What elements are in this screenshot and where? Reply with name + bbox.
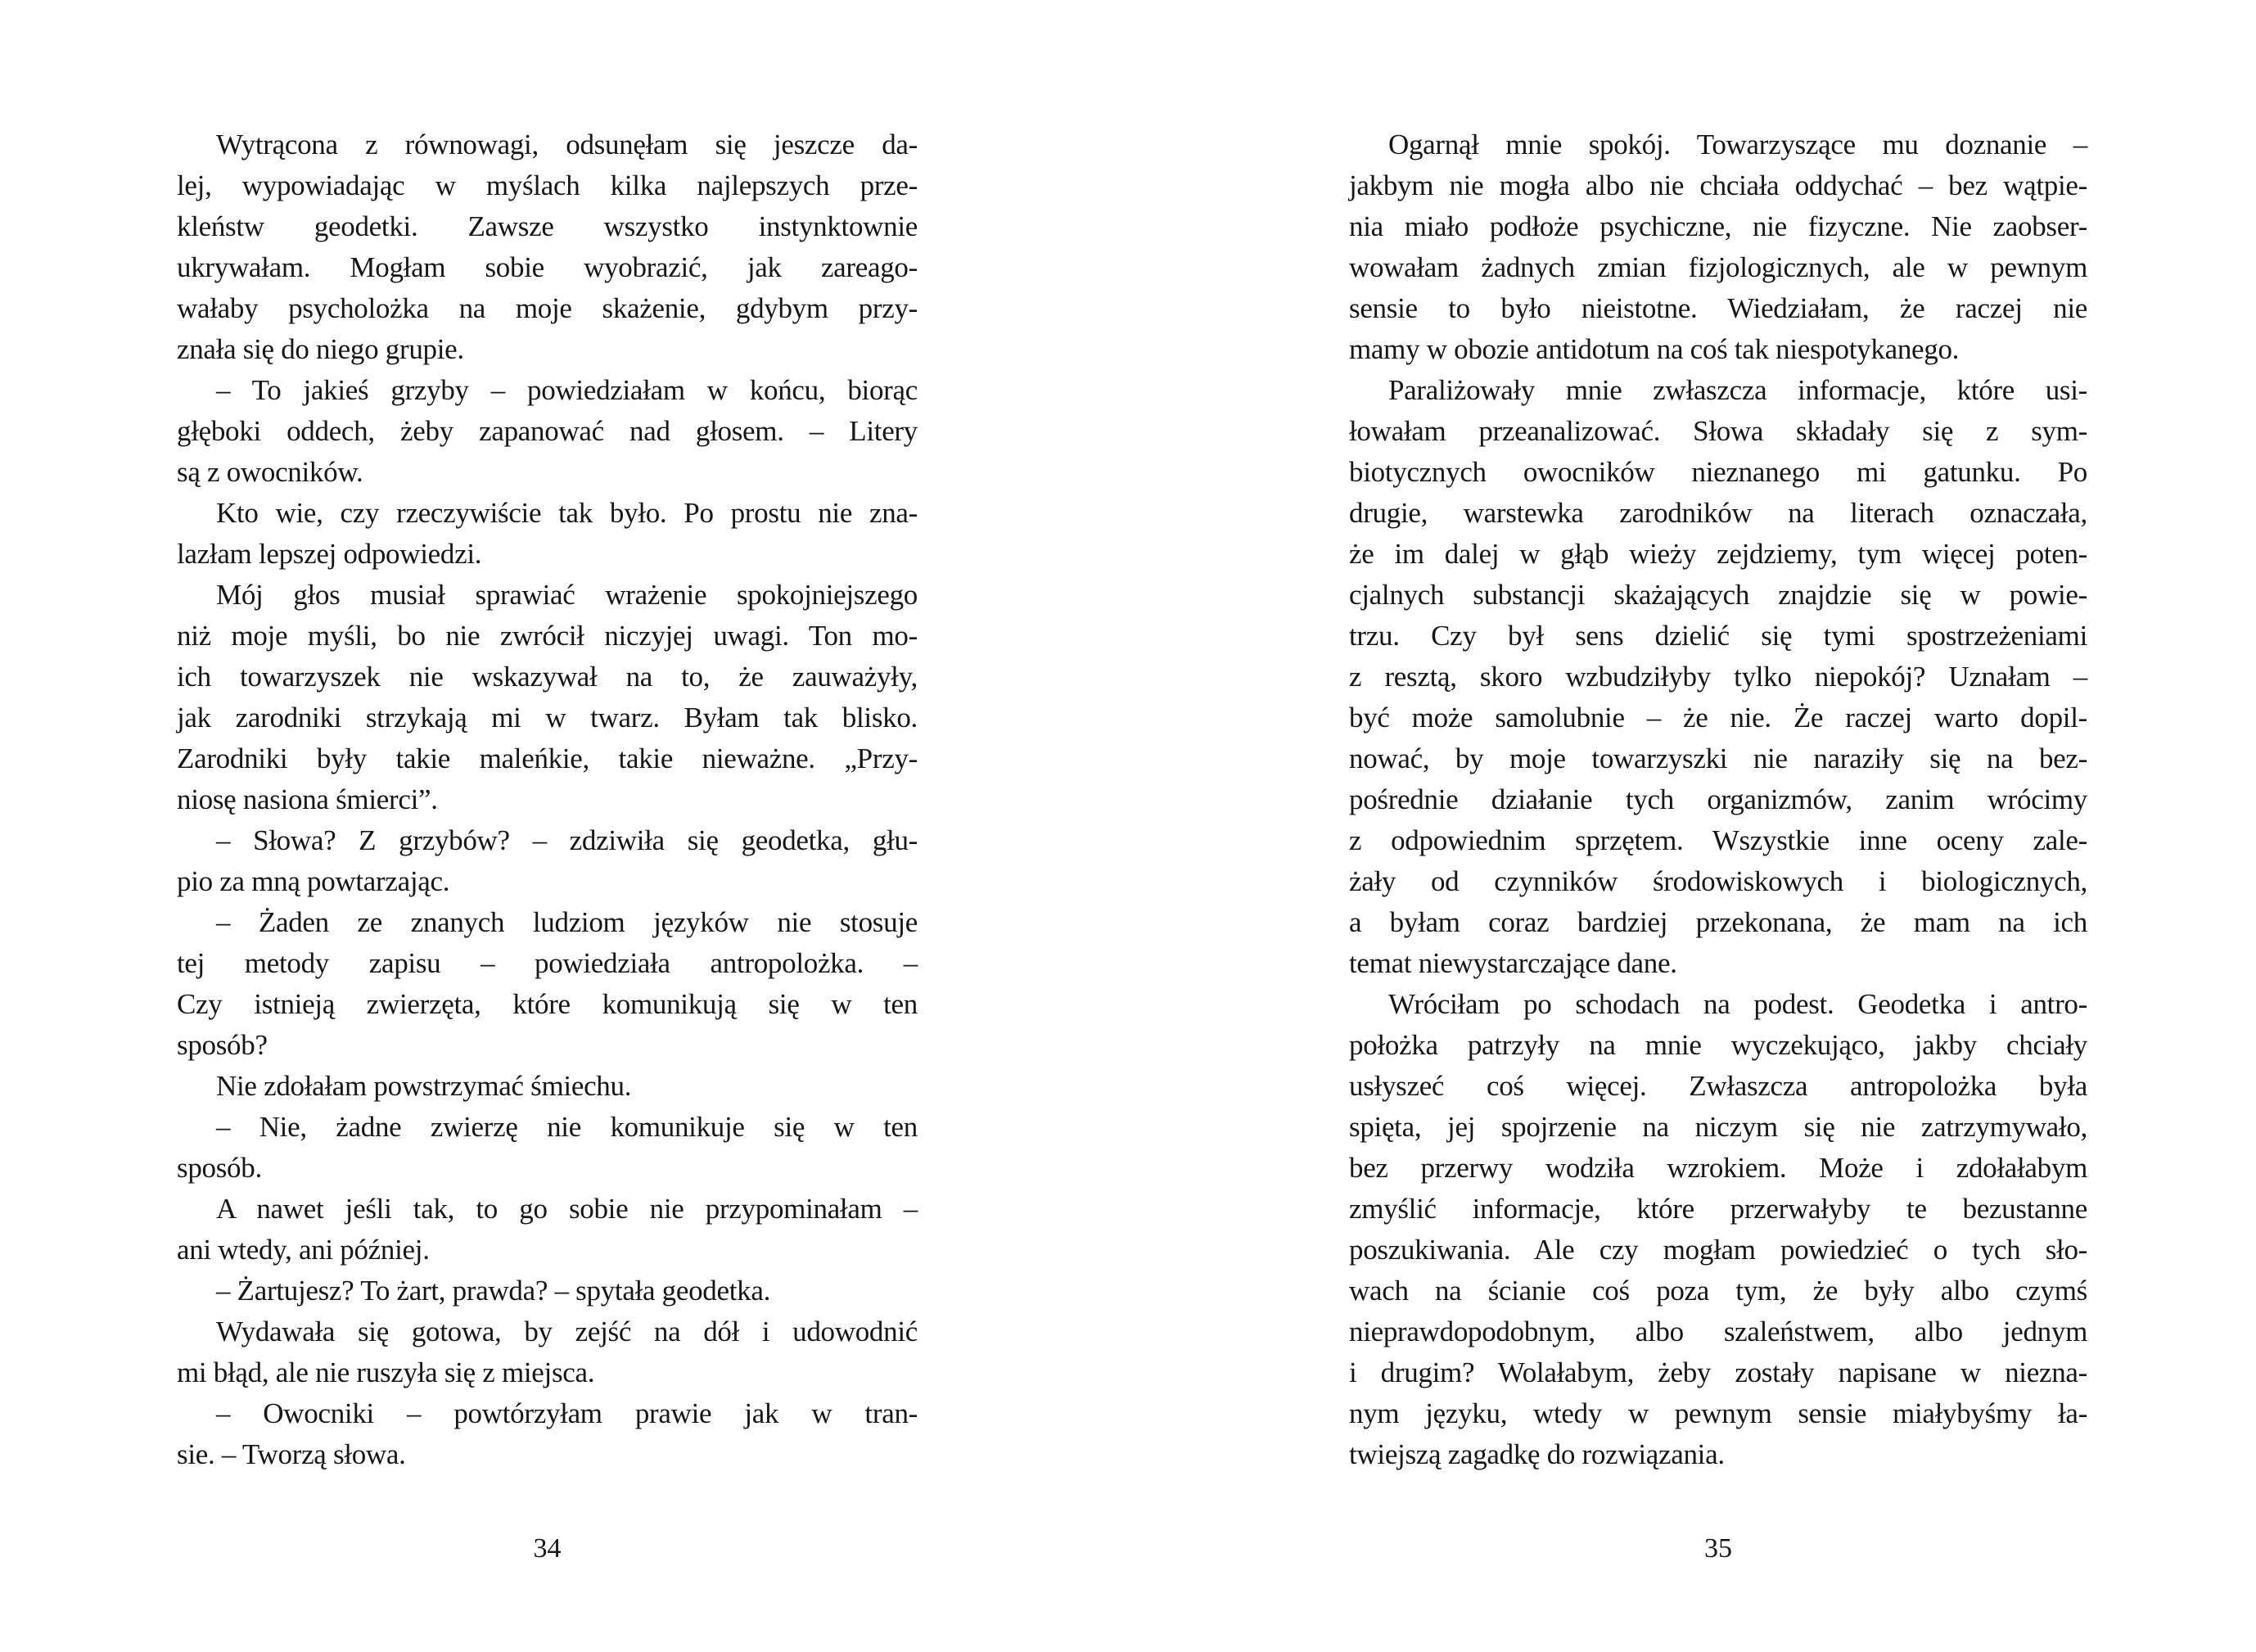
text-line: Wytrącona z równowagi, odsunęłam się jeszcze da-	[216, 129, 918, 160]
text-line: znała się do niego grupie.	[177, 333, 464, 365]
text-line: wałaby psycholożka na moje skażenie, gdybym przy-	[177, 292, 918, 324]
text-line: łowałam przeanalizować. Słowa składały się z sym-	[1349, 415, 2087, 447]
text-line: – To jakieś grzyby – powiedziałam w końcu, biorąc	[216, 374, 918, 406]
text-line: sie. – Tworzą słowa.	[177, 1438, 406, 1470]
text-line: trzu. Czy był sens dzielić się tymi spostrzeżeniami	[1349, 620, 2087, 652]
text-line: z resztą, skoro wzbudziłyby tylko niepokój? Uznałam –	[1349, 661, 2087, 693]
text-line: jakbym nie mogła albo nie chciała oddychać – bez wątpie-	[1349, 169, 2087, 201]
text-line: jak zarodniki strzykają mi w twarz. Byłam tak blisko.	[177, 702, 918, 733]
text-line: lej, wypowiadając w myślach kilka najlepszych prze-	[177, 169, 918, 201]
text-line: Wydawała się gotowa, by zejść na dół i udowodnić	[216, 1316, 918, 1347]
text-line: Paraliżowały mnie zwłaszcza informacje, które usi-	[1388, 374, 2087, 406]
text-line: – Żartujesz? To żart, prawda? – spytała geodetka.	[216, 1275, 771, 1307]
text-line: wowałam żadnych zmian fizjologicznych, ale w pewnym	[1349, 251, 2087, 283]
text-line: nieprawdopodobnym, albo szaleństwem, albo jednym	[1349, 1316, 2087, 1347]
text-line: sposób.	[177, 1152, 262, 1184]
text-line: ich towarzyszek nie wskazywał na to, że zauważyły,	[177, 661, 918, 693]
text-line: sposób?	[177, 1029, 268, 1061]
text-line: z odpowiednim sprzętem. Wszystkie inne oceny zale-	[1349, 824, 2087, 856]
text-line: Wróciłam po schodach na podest. Geodetka i antro-	[1388, 988, 2087, 1020]
text-line: i drugim? Wolałabym, żeby zostały napisane w niezna-	[1349, 1356, 2087, 1388]
text-line: Zarodniki były takie maleńkie, takie nieważne. „Przy-	[177, 742, 918, 774]
text-line: – Owocniki – powtórzyłam prawie jak w tran-	[216, 1397, 918, 1429]
text-line: mamy w obozie antidotum na coś tak niespotykanego.	[1349, 333, 1960, 365]
text-line: Czy istnieją zwierzęta, które komunikują się w ten	[177, 988, 918, 1020]
text-line: ani wtedy, ani później.	[177, 1234, 430, 1266]
text-line: a byłam coraz bardziej przekonana, że mam na ich	[1349, 906, 2087, 938]
text-line: spięta, jej spojrzenie na niczym się nie zatrzymywało,	[1349, 1111, 2087, 1143]
text-line: pio za mną powtarzając.	[177, 865, 450, 897]
text-line: Nie zdołałam powstrzymać śmiechu.	[216, 1070, 632, 1102]
text-line: temat niewystarczające dane.	[1349, 947, 1677, 979]
text-line: twiejszą zagadkę do rozwiązania.	[1349, 1438, 1725, 1470]
text-line: bez przerwy wodziła wzrokiem. Może i zdołałabym	[1349, 1152, 2087, 1184]
text-line: lazłam lepszej odpowiedzi.	[177, 538, 482, 570]
text-line: Ogarnął mnie spokój. Towarzyszące mu doznanie –	[1388, 129, 2087, 160]
text-line: zmyślić informacje, które przerwałyby te bezustanne	[1349, 1193, 2087, 1225]
text-line: pośrednie działanie tych organizmów, zanim wrócimy	[1349, 783, 2087, 815]
text-line: niż moje myśli, bo nie zwrócił niczyjej uwagi. Ton mo-	[177, 620, 918, 652]
text-line: biotycznych owocników nieznanego mi gatunku. Po	[1349, 456, 2087, 488]
text-line: wach na ścianie coś poza tym, że były albo czymś	[1349, 1275, 2087, 1307]
text-line: sensie to było nieistotne. Wiedziałam, że raczej nie	[1349, 292, 2087, 324]
left-page-number: 34	[533, 1533, 562, 1564]
text-line: – Żaden ze znanych ludziom języków nie stosuje	[216, 906, 918, 938]
text-line: ukrywałam. Mogłam sobie wyobrazić, jak zareago-	[177, 251, 918, 283]
text-line: położka patrzyły na mnie wyczekująco, jakby chciały	[1349, 1029, 2087, 1061]
text-line: – Nie, żadne zwierzę nie komunikuje się w ten	[216, 1111, 918, 1143]
text-line: nia miało podłoże psychiczne, nie fizyczne. Nie zaobser-	[1349, 210, 2087, 242]
text-line: kleństw geodetki. Zawsze wszystko instynktownie	[177, 210, 918, 242]
text-line: że im dalej w głąb wieży zejdziemy, tym więcej poten-	[1349, 538, 2087, 570]
text-line: niosę nasiona śmierci”.	[177, 783, 438, 815]
text-line: poszukiwania. Ale czy mogłam powiedzieć o tych sło-	[1349, 1234, 2087, 1266]
right-page-text-block	[1349, 124, 2087, 1475]
text-line: nym języku, wtedy w pewnym sensie miałybyśmy ła-	[1349, 1397, 2087, 1429]
right-page-number: 35	[1704, 1533, 1732, 1564]
text-line: są z owocników.	[177, 456, 363, 488]
text-line: usłyszeć coś więcej. Zwłaszcza antropolożka była	[1349, 1070, 2087, 1102]
text-line: żały od czynników środowiskowych i biologicznych,	[1349, 865, 2087, 897]
text-line: Mój głos musiał sprawiać wrażenie spokojniejszego	[216, 579, 918, 611]
text-line: drugie, warstewka zarodników na literach oznaczała,	[1349, 497, 2087, 529]
text-line: Kto wie, czy rzeczywiście tak było. Po prostu nie zna-	[216, 497, 918, 529]
left-page-text-block	[177, 124, 918, 1475]
text-line: cjalnych substancji skażających znajdzie się w powie-	[1349, 579, 2087, 611]
text-line: tej metody zapisu – powiedziała antropolożka. –	[177, 947, 918, 979]
text-line: nować, by moje towarzyszki nie naraziły się na bez-	[1349, 742, 2087, 774]
text-line: A nawet jeśli tak, to go sobie nie przypominałam –	[216, 1193, 918, 1225]
text-line: mi błąd, ale nie ruszyła się z miejsca.	[177, 1356, 595, 1388]
text-line: głęboki oddech, żeby zapanować nad głosem. – Litery	[177, 415, 918, 447]
text-line: – Słowa? Z grzybów? – zdziwiła się geodetka, głu-	[216, 824, 918, 856]
text-line: być może samolubnie – że nie. Że raczej warto dopil-	[1349, 702, 2087, 733]
